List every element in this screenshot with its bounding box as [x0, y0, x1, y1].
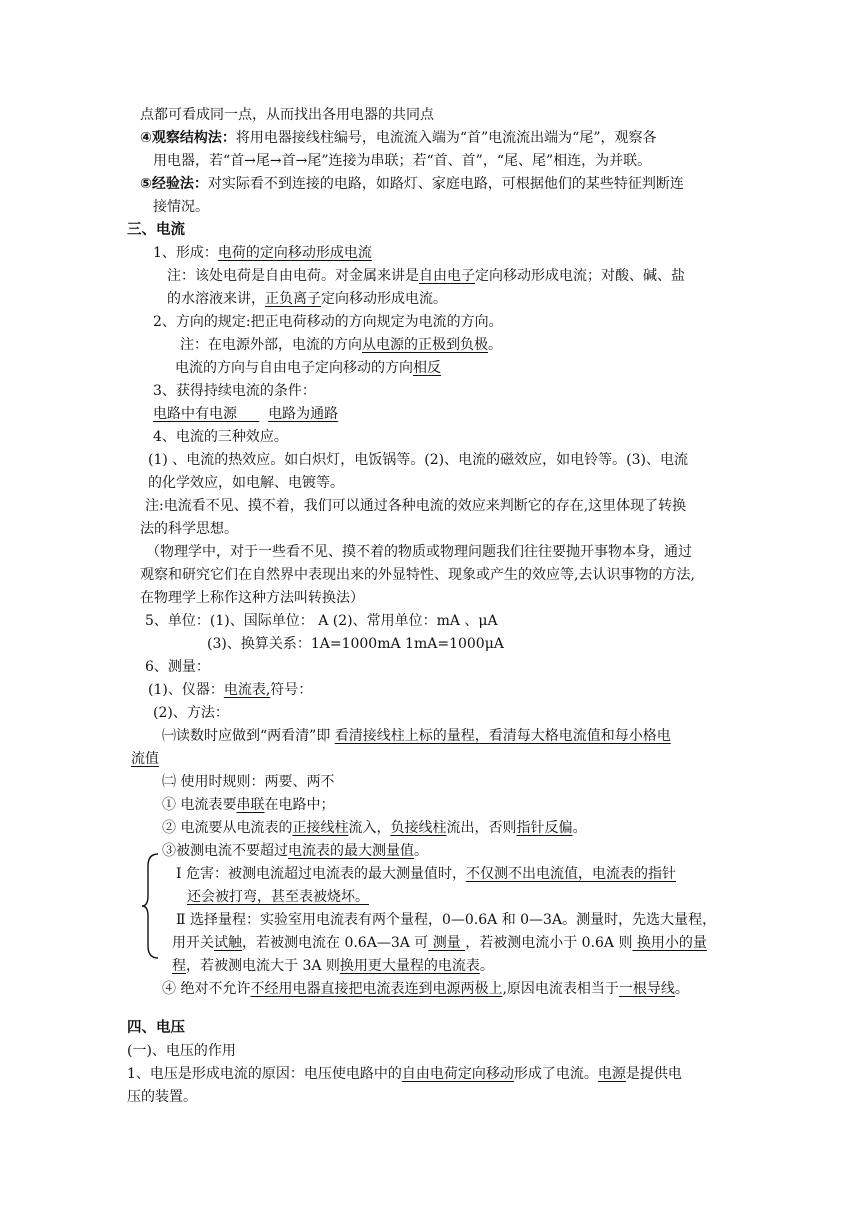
- text-line: 流值: [131, 751, 159, 767]
- text-line: Ⅰ 危害：被测电流超过电流表的最大测量值时，不仅测不出电流值，电流表的指针: [176, 866, 676, 882]
- text-line: 注：该处电荷是自由电荷。对金属来讲是自由电子定向移动形成电流；对酸、碱、盐: [167, 268, 685, 284]
- text-line: (2)、方法：: [153, 705, 229, 721]
- text-line: ㈡ 使用时规则：两要、两不: [162, 774, 335, 790]
- text-line: 点都可看成同一点，从而找出各用电器的共同点: [140, 107, 434, 123]
- text-line: 注:电流看不见、摸不着，我们可以通过各种电流的效应来判断它的存在,这里体现了转换: [145, 498, 687, 514]
- text-line: 的化学效应，如电解、电镀等。: [148, 475, 344, 491]
- text-line: （物理学中，对于一些看不见、摸不着的物质或物理问题我们往往要抛开事物本身，通过: [146, 544, 692, 560]
- text-line: 压的装置。: [127, 1089, 197, 1105]
- text-line: 4、电流的三种效应。: [153, 429, 288, 445]
- text-line: ① 电流表要串联在电路中；: [162, 797, 335, 813]
- text-line: 电流的方向与自由电子定向移动的方向相反: [175, 360, 441, 376]
- text-line: 接情况。: [153, 199, 209, 215]
- text-line: 在物理学上称作这种方法叫转换法）: [140, 590, 364, 606]
- text-line: 观察和研究它们在自然界中表现出来的外显特性、现象或产生的效应等,去认识事物的方法,: [140, 567, 695, 583]
- text-line: 5、单位：(1)、国际单位： A (2)、常用单位：mA 、μA: [145, 613, 498, 629]
- text-line: (1)、仪器：电流表,符号：: [148, 682, 313, 698]
- text-line: 用电器，若“首→尾→首→尾”连接为串联；若“首、首”，“尾、尾”相连，为并联。: [153, 153, 652, 169]
- text-line: 注：在电源外部，电流的方向从电源的正极到负极。: [180, 337, 502, 353]
- text-line: 1、电压是形成电流的原因：电压使电路中的自由电荷定向移动形成了电流。电源是提供电: [127, 1066, 682, 1082]
- text-line: ② 电流要从电流表的正接线柱流入，负接线柱流出，否则指针反偏。: [162, 820, 587, 836]
- text-line: 还会被打弯，甚至表被烧坏。: [187, 889, 369, 905]
- text-line: 2、方向的规定:把正电荷移动的方向规定为电流的方向。: [153, 314, 503, 330]
- text-line: (一)、电压的作用: [127, 1043, 236, 1059]
- text-line: 1、形成：电荷的定向移动形成电流: [153, 245, 372, 261]
- text-line: ⑤经验法：对实际看不到连接的电路，如路灯、家庭电路，可根据他们的某些特征判断连: [140, 176, 684, 192]
- section-heading: 三、电流: [127, 222, 185, 238]
- text-line: 3、获得持续电流的条件：: [153, 383, 316, 399]
- text-line: 法的科学思想。: [140, 521, 238, 537]
- curly-brace-icon: [140, 852, 162, 960]
- text-line: 用开关试触，若被测电流在 0.6A—3A 可 测量 ，若被测电流小于 0.6A 则 换用小的量: [172, 935, 707, 951]
- text-line: 电路中有电源 电路为通路: [153, 406, 339, 422]
- section-heading: 四、电压: [127, 1020, 185, 1036]
- text-line: ④观察结构法：将用电器接线柱编号，电流流入端为“首”电流流出端为“尾”，观察各: [140, 130, 657, 146]
- text-line: Ⅱ 选择量程：实验室用电流表有两个量程，0—0.6A 和 0—3A。测量时，先选大量程，: [176, 912, 717, 928]
- text-line: 程，若被测电流大于 3A 则换用更大量程的电流表。: [172, 958, 494, 974]
- text-line: (1) 、电流的热效应。如白炽灯，电饭锅等。(2)、电流的磁效应，如电铃等。(3)、电流: [148, 452, 688, 468]
- text-line: (3)、换算关系：1A=1000mA 1mA=1000μA: [207, 636, 504, 652]
- text-line: 6、测量：: [145, 659, 210, 675]
- text-line: ④ 绝对不允许不经用电器直接把电流表连到电源两极上,原因电流表相当于一根导线。: [162, 981, 689, 997]
- text-line: ③被测电流不要超过电流表的最大测量值。: [162, 843, 428, 859]
- text-line: ㈠读数时应做到“两看清”即 看清接线柱上标的量程，看清每大格电流值和每小格电: [162, 728, 671, 744]
- text-line: 的水溶液来讲，正负离子定向移动形成电流。: [167, 291, 447, 307]
